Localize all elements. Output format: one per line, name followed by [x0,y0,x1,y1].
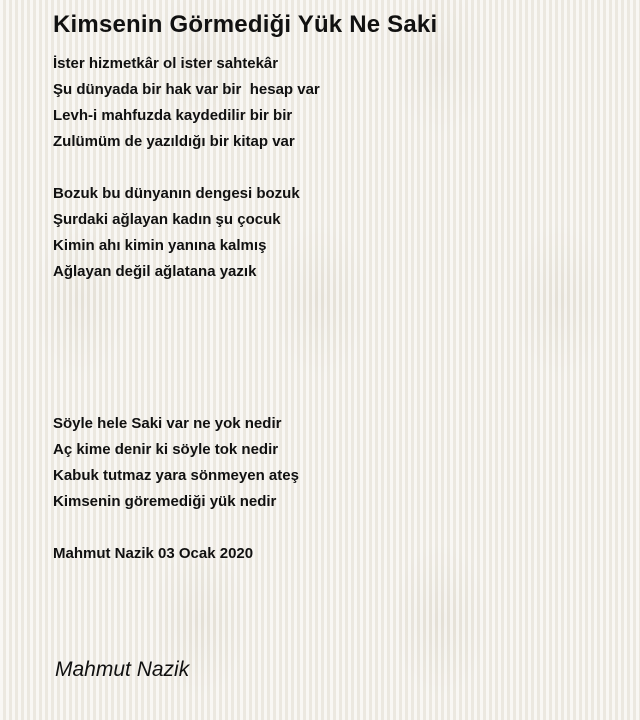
poem-line: Kimin ahı kimin yanına kalmış [53,237,267,254]
poem-line: Kimsenin göremediği yük nedir [53,493,277,510]
poem-line: İster hizmetkâr ol ister sahtekâr [53,55,279,72]
poem-line: Ağlayan değil ağlatana yazık [53,263,257,280]
poem-line: Bozuk bu dünyanın dengesi bozuk [53,185,300,202]
poem-line: Levh-i mahfuzda kaydedilir bir bir [53,107,293,124]
poem-line: Zulümüm de yazıldığı bir kitap var [53,133,295,150]
author-name: Mahmut Nazik [55,658,190,681]
stanza-1 [53,51,320,155]
poem-signature-date: Mahmut Nazik 03 Ocak 2020 [53,545,254,562]
stanza-3 [53,411,299,515]
stanza-2 [53,181,300,285]
poem-line: Aç kime denir ki söyle tok nedir [53,441,279,458]
poem-line: Söyle hele Saki var ne yok nedir [53,415,282,432]
poem-title: Kimsenin Görmediği Yük Ne Saki [53,11,438,38]
poem-line: Kabuk tutmaz yara sönmeyen ateş [53,467,299,484]
poem-line: Şu dünyada bir hak var bir hesap var [53,81,320,98]
poem-line: Şurdaki ağlayan kadın şu çocuk [53,211,281,228]
